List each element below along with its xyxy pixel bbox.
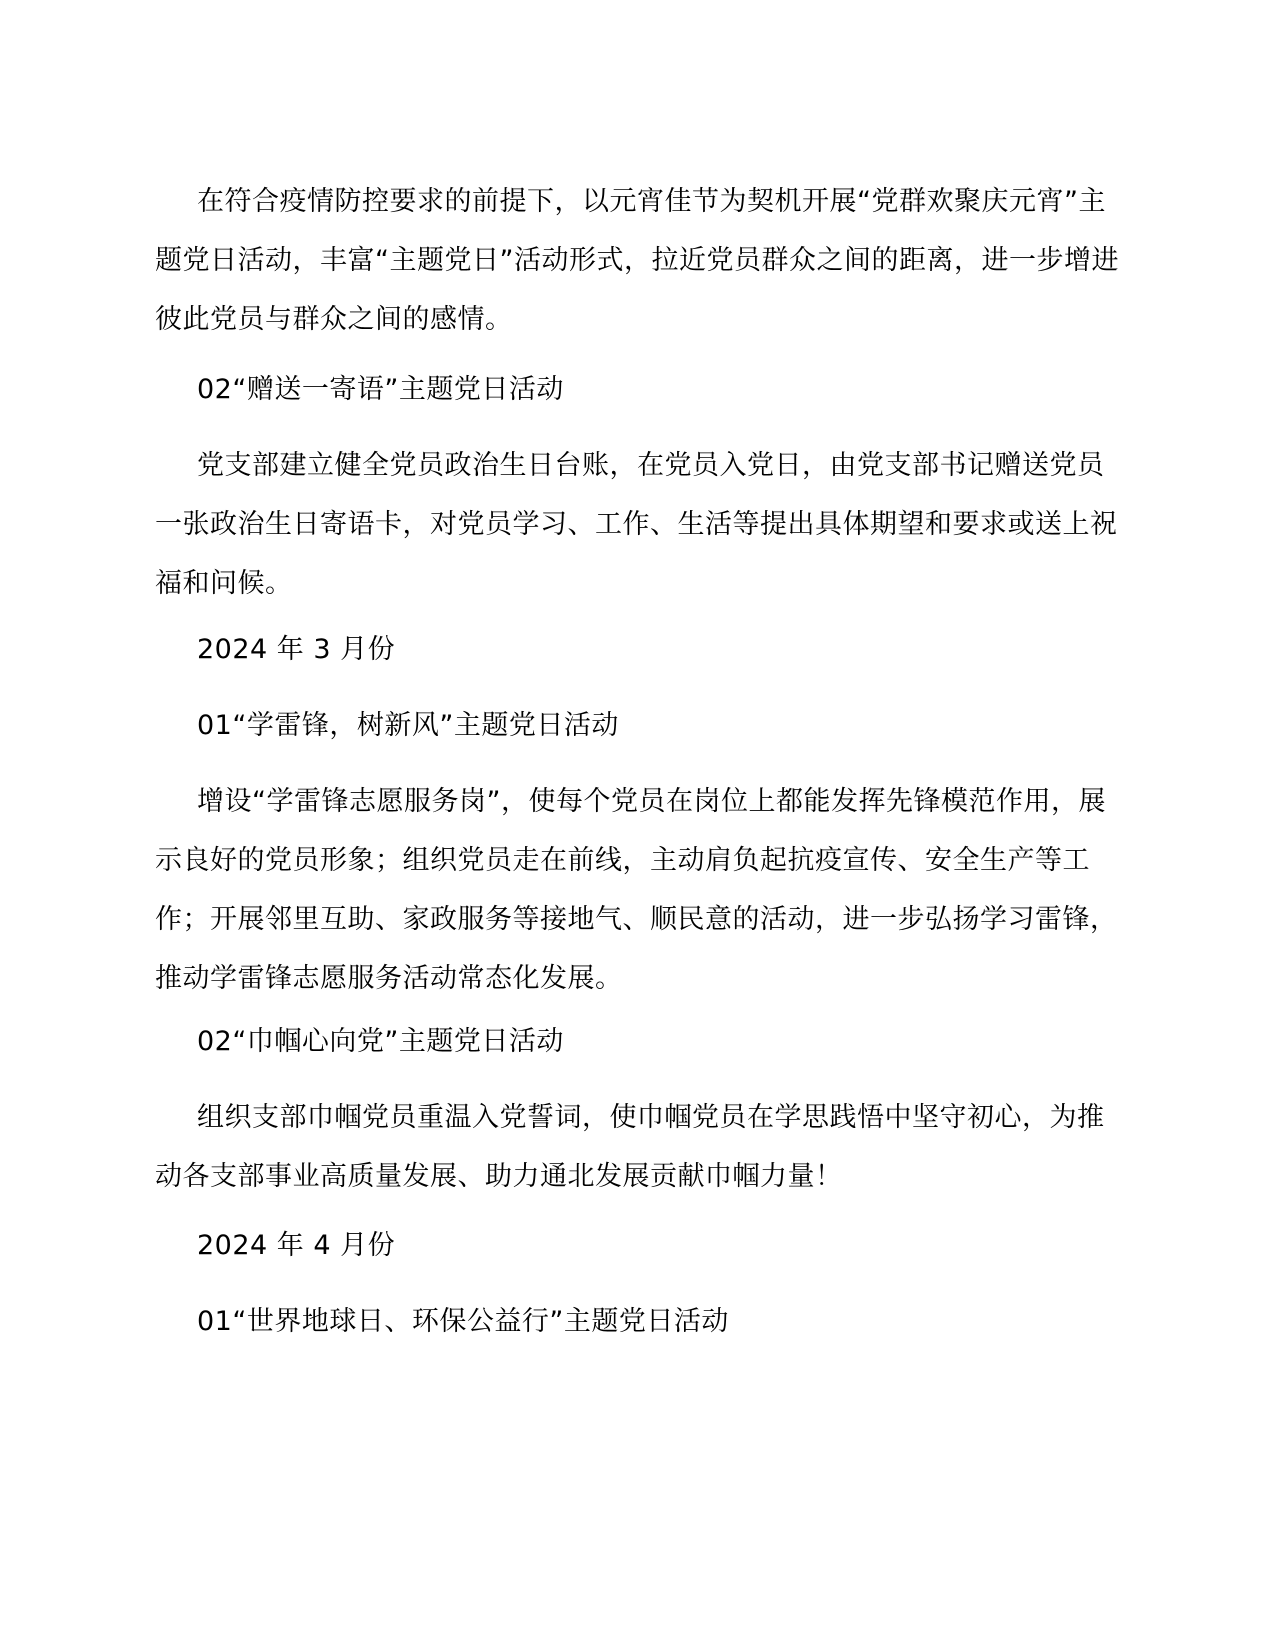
paragraph-political-birthday: 党支部建立健全党员政治生日台账，在党员入党日，由党支部书记赠送党员一张政治生日寄语卡，对党员学习、工作、生活等提出具体期望和要求或送上祝福和问候。 [155,450,1118,599]
paragraph-lantern-festival: 在符合疫情防控要求的前提下，以元宵佳节为契机开展“党群欢聚庆元宵”主题党日活动，丰富“主题党日”活动形式，拉近党员群众之间的距离，进一步增进彼此党员与群众之间的感情。 [155,186,1119,335]
heading-month-april: 2024 年 4 月份 [197,1230,396,1261]
heading-gift-message-activity: 02“赠送一寄语”主题党日活动 [197,374,564,405]
heading-learn-leifeng-activity: 01“学雷锋，树新风”主题党日活动 [197,710,619,741]
heading-women-heart-party-activity: 02“巾帼心向党”主题党日活动 [197,1026,564,1057]
heading-earth-day-activity: 01“世界地球日、环保公益行”主题党日活动 [197,1306,729,1337]
paragraph-leifeng-volunteer: 增设“学雷锋志愿服务岗”，使每个党员在岗位上都能发挥先锋模范作用，展示良好的党员形象；组织党员走在前线，主动肩负起抗疫宣传、安全生产等工作；开展邻里互助、家政服务等接地气、顺民意的活动，进一步弘扬学习雷锋，推动学雷锋志愿服务活动常态化发展。 [155,786,1118,994]
heading-month-march: 2024 年 3 月份 [197,634,396,665]
paragraph-women-party-members: 组织支部巾帼党员重温入党誓词，使巾帼党员在学思践悟中坚守初心，为推动各支部事业高质量发展、助力通北发展贡献巾帼力量！ [155,1102,1105,1192]
